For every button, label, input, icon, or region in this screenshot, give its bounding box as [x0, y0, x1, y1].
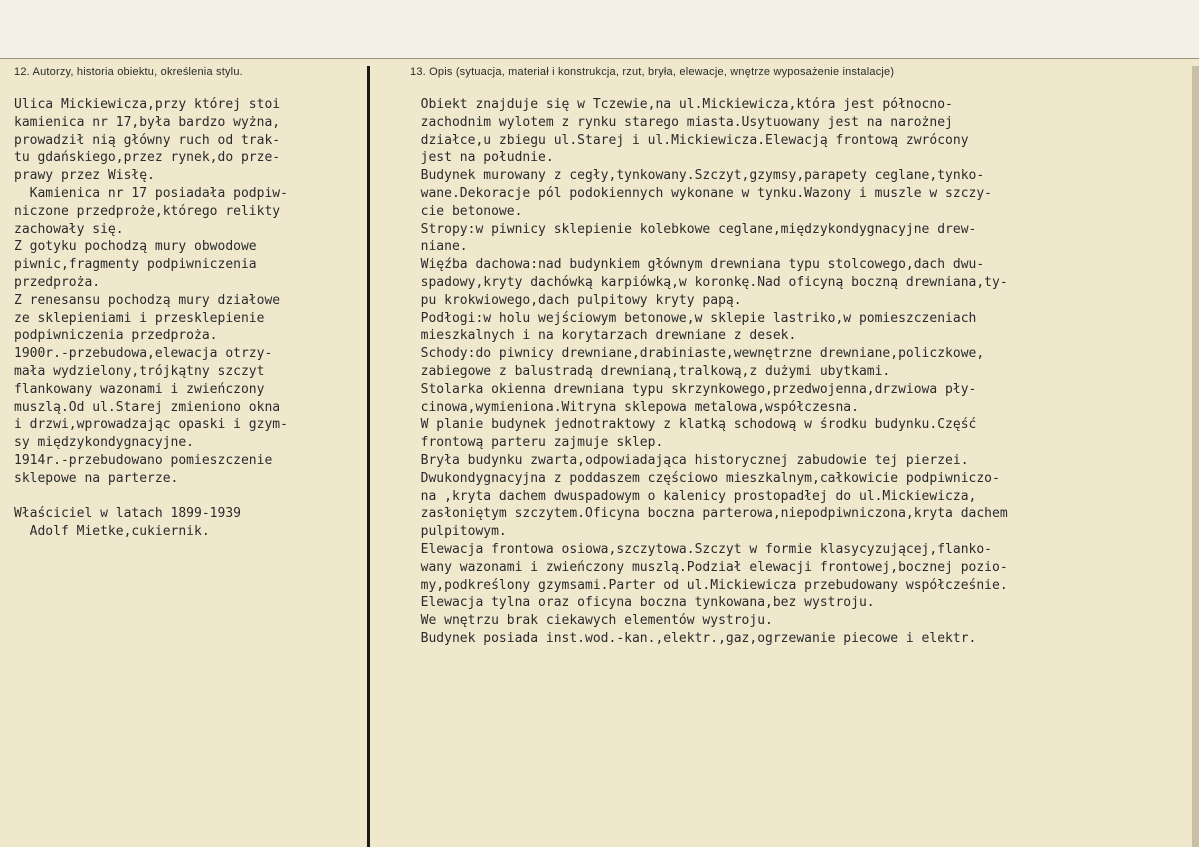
history-line: prowadził nią główny ruch od trak-	[14, 132, 281, 148]
description-line: spadowy,kryty dachówką karpiówką,w koronkę.Nad oficyną boczną drewniana,ty-	[405, 274, 1008, 290]
history-line: Kamienica nr 17 posiadała podpiw-	[14, 185, 288, 201]
history-line: 1914r.-przebudowano pomieszczenie	[14, 452, 273, 468]
description-line: Obiekt znajduje się w Tczewie,na ul.Mickiewicza,która jest północno-	[405, 97, 953, 112]
description-line: Stolarka okienna drewniana typu skrzynkowego,przedwojenna,drzwiowa pły-	[405, 381, 977, 397]
description-line: Elewacja frontowa osiowa,szczytowa.Szczyt w formie klasycyzującej,flanko-	[405, 541, 992, 557]
description-line: pulpitowym.	[405, 524, 507, 540]
history-line: Z gotyku pochodzą mury obwodowe	[14, 239, 257, 255]
history-line: sy międzykondygnacyjne.	[14, 435, 195, 451]
card-edge	[1192, 66, 1199, 847]
section-13-heading: 13. Opis (sytuacja, materiał i konstrukcja, rzut, bryła, elewacje, wnętrze wyposażenie instalacje)	[410, 66, 895, 78]
description-line: jest na południe.	[405, 150, 554, 166]
header-rule	[0, 58, 1199, 59]
history-line: niczone przedproże,którego relikty	[14, 203, 281, 219]
history-line: Ulica Mickiewicza,przy której stoi	[14, 97, 281, 112]
column-divider	[367, 66, 370, 847]
description-line: Więźba dachowa:nad budynkiem głównym drewniana typu stolcowego,dach dwu-	[405, 257, 985, 273]
description-line: zasłoniętym szczytem.Oficyna boczna parterowa,niepodpiwniczona,kryta dachem	[405, 506, 1008, 522]
history-line	[14, 488, 288, 506]
history-line: piwnic,fragmenty podpiwniczenia	[14, 257, 257, 273]
description-line: Elewacja tylna oraz oficyna boczna tynkowana,bez wystroju.	[405, 595, 875, 611]
description-line: Stropy:w piwnicy sklepienie kolebkowe ceglane,międzykondygnacyjne drew-	[405, 221, 977, 237]
card-top-band	[0, 0, 1199, 58]
description-line: pu krokwiowego,dach pulpitowy kryty papą.	[405, 292, 742, 308]
description-line: Bryła budynku zwarta,odpowiadająca historycznej zabudowie tej pierzei.	[405, 452, 969, 468]
history-line: przedproża.	[14, 274, 101, 290]
description-line: Schody:do piwnicy drewniane,drabiniaste,wewnętrzne drewniane,policzkowe,	[405, 346, 985, 362]
description-line: Budynek posiada inst.wod.-kan.,elektr.,gaz,ogrzewanie piecowe i elektr.	[405, 630, 977, 646]
history-line: Właściciel w latach 1899-1939	[14, 506, 241, 522]
history-line: podpiwniczenia przedproża.	[14, 328, 218, 344]
history-line: 1900r.-przebudowa,elewacja otrzy-	[14, 346, 273, 362]
history-line: tu gdańskiego,przez rynek,do prze-	[14, 150, 281, 166]
history-line: ze sklepieniami i przesklepienie	[14, 310, 265, 326]
description-line: działce,u zbiegu ul.Starej i ul.Mickiewicza.Elewacją frontową zwrócony	[405, 132, 969, 148]
description-line: my,podkreślony gzymsami.Parter od ul.Mickiewicza przebudowany współcześnie.	[405, 577, 1008, 593]
section-12-heading: 12. Autorzy, historia obiektu, określenia stylu.	[14, 66, 243, 78]
description-line: Podłogi:w holu wejściowym betonowe,w sklepie lastriko,w pomieszczeniach	[405, 310, 977, 326]
description-line: Budynek murowany z cegły,tynkowany.Szczyt,gzymsy,parapety ceglane,tynko-	[405, 168, 985, 184]
history-line: mała wydzielony,trójkątny szczyt	[14, 363, 265, 379]
history-line: muszlą.Od ul.Starej zmieniono okna	[14, 399, 281, 415]
history-line: i drzwi,wprowadzając opaski i gzym-	[14, 417, 288, 433]
description-line: frontową parteru zajmuje sklep.	[405, 435, 664, 451]
history-line: prawy przez Wisłę.	[14, 168, 155, 184]
description-line: cie betonowe.	[405, 203, 523, 219]
history-line: kamienica nr 17,była bardzo wyżna,	[14, 114, 281, 130]
history-line: flankowany wazonami i zwieńczony	[14, 381, 265, 397]
description-line: na ,kryta dachem dwuspadowym o kalenicy prostopadłej do ul.Mickiewicza,	[405, 488, 977, 504]
history-line: Adolf Mietke,cukiernik.	[14, 524, 210, 540]
description-line: We wnętrzu brak ciekawych elementów wystroju.	[405, 613, 773, 629]
description-line: wany wazonami i zwieńczony muszlą.Podział elewacji frontowej,bocznej pozio-	[405, 559, 1008, 575]
history-text	[14, 96, 288, 541]
history-line: sklepowe na parterze.	[14, 470, 179, 486]
description-line: zabiegowe z balustradą drewnianą,tralkową,z dużymi ubytkami.	[405, 363, 891, 379]
description-line: mieszkalnych i na korytarzach drewniane z desek.	[405, 328, 797, 344]
description-line: niane.	[405, 239, 468, 255]
description-text	[405, 96, 1008, 648]
description-line: zachodnim wylotem z rynku starego miasta.Usytuowany jest na narożnej	[405, 114, 953, 130]
description-line: Dwukondygnacyjna z poddaszem częściowo mieszkalnym,całkowicie podpiwniczo-	[405, 470, 1000, 486]
description-line: W planie budynek jednotraktowy z klatką schodową w środku budynku.Część	[405, 417, 977, 433]
history-line: Z renesansu pochodzą mury działowe	[14, 292, 281, 308]
history-line: zachowały się.	[14, 221, 124, 237]
description-line: cinowa,wymieniona.Witryna sklepowa metalowa,współczesna.	[405, 399, 859, 415]
description-line: wane.Dekoracje pól podokiennych wykonane w tynku.Wazony i muszle w szczy-	[405, 185, 992, 201]
